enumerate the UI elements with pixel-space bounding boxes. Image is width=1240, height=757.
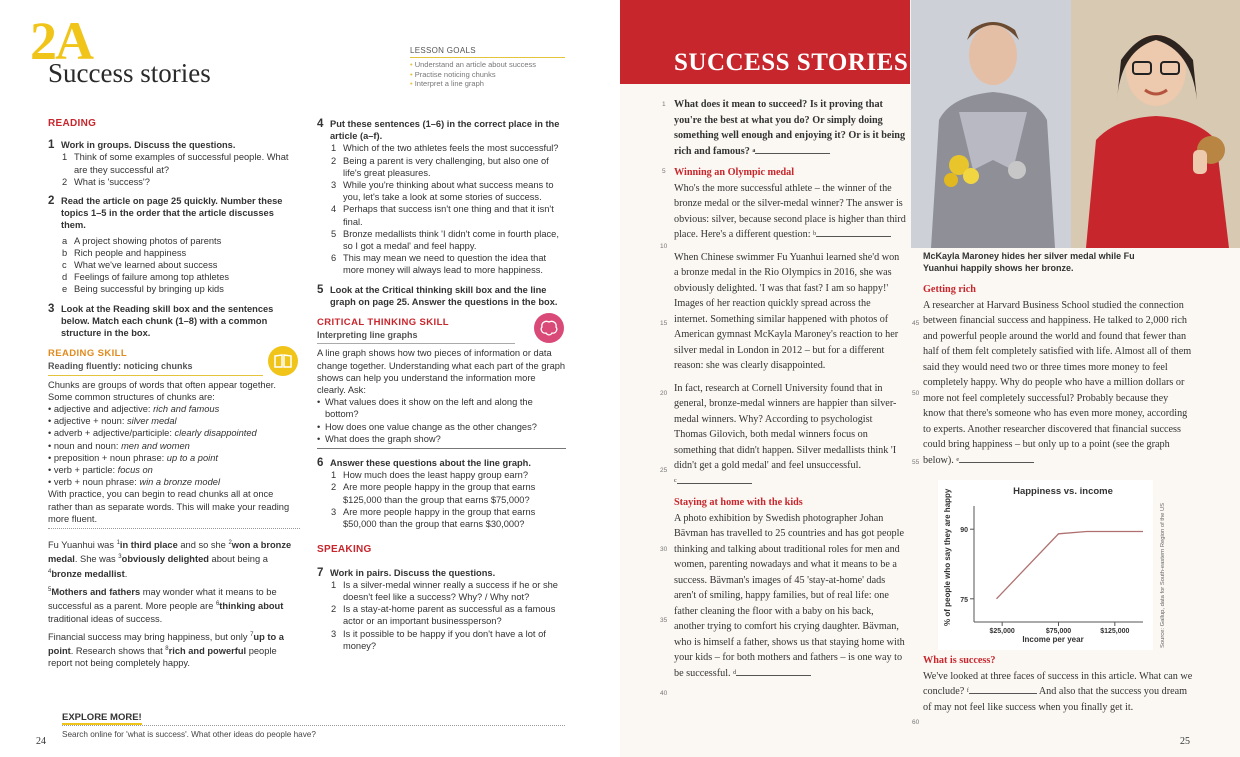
sub-text: Being a parent is very challenging, but also one of life's great pleasures. <box>343 155 549 178</box>
reading-skill-subtitle: Reading fluently: noticing chunks <box>48 361 193 372</box>
chunk-text: rich and powerful <box>168 646 247 657</box>
lesson-goal: • Understand an article about success <box>410 60 536 70</box>
question-text: Work in groups. Discuss the questions. <box>61 140 236 151</box>
chunk-text: bronze medallist <box>51 568 125 579</box>
x-tick-label: $75,000 <box>1045 628 1072 635</box>
chart-ticks <box>960 527 1129 635</box>
paragraph-success <box>923 669 1193 716</box>
page-number-right: 25 <box>1180 736 1190 747</box>
left-column-2 <box>317 118 566 652</box>
question-7 <box>317 567 566 579</box>
sub-text: What we've learned about success <box>74 260 218 271</box>
example-text: about being a <box>208 554 268 565</box>
paragraph-text: We've looked at three faces of success in this article. What can we conclude? <box>923 670 1193 697</box>
question-number: 4 <box>317 118 324 130</box>
sub-item <box>317 628 566 652</box>
sub-num: 6 <box>331 253 337 264</box>
left-column-1 <box>48 118 300 670</box>
divider <box>48 528 300 529</box>
critical-thinking-title: CRITICAL THINKING SKILL <box>317 317 449 329</box>
chunk-number: 7 <box>250 631 254 638</box>
sub-text: Being successful by bringing up kids <box>74 284 224 295</box>
lesson-goals-rule <box>410 57 565 58</box>
sub-num: 1 <box>62 152 68 163</box>
question-number: 7 <box>317 566 324 579</box>
question-2 <box>48 195 300 232</box>
unit-title: Success stories <box>48 58 211 88</box>
example-text: Financial success may bring happiness, but only <box>48 631 251 642</box>
subheading-home: Staying at home with the kids <box>674 497 803 508</box>
sub-item <box>317 142 566 154</box>
bullet-example: focus on <box>117 465 153 476</box>
skill-bullet: • noun and noun: men and women <box>48 440 190 451</box>
critical-bullet: • What values does it show on the left and along the bottom? <box>317 397 533 420</box>
sub-text: Perhaps that success isn't one thing and that it isn't final. <box>343 204 554 227</box>
question-4 <box>317 118 566 142</box>
sub-num: a <box>62 235 68 246</box>
critical-bullet: • How does one value change as the other changes? <box>317 421 537 432</box>
bullet-text: How does one value change as the other changes? <box>325 421 537 432</box>
line-number: 35 <box>660 617 668 624</box>
subheading-rich: Getting rich <box>923 284 976 295</box>
reading-skill-outro: With practice, you can begin to read chunks all at once rather than as separate words. This will make your reading more fluent. <box>48 489 290 524</box>
right-page <box>620 0 1240 757</box>
sub-item <box>317 203 566 227</box>
question-text: Put these sentences (1–6) in the correct place in the article (a–f). <box>330 119 560 142</box>
skill-bullet: • preposition + noun phrase: up to a point <box>48 452 218 463</box>
lesson-goals-list <box>410 60 536 89</box>
subheading-olympic: Winning an Olympic medal <box>674 167 795 178</box>
paragraph-text: And also that the success you dream of may not feel like success when you finally get it. <box>923 686 1188 713</box>
bullet-text: What values does it show on the left and along the bottom? <box>325 397 533 420</box>
chunk-number: 2 <box>228 540 232 547</box>
x-tick-label: $125,000 <box>1100 628 1130 635</box>
line-number: 10 <box>660 243 668 250</box>
chart-svg <box>938 480 1153 650</box>
example-text: Fu Yuanhui was <box>48 540 117 551</box>
question-number: 6 <box>317 457 324 470</box>
explore-rule <box>62 725 565 726</box>
sub-num: 2 <box>62 176 68 187</box>
lesson-goal: • Practise noticing chunks <box>410 70 536 80</box>
line-number: 1 <box>662 101 666 108</box>
chunk-number: 3 <box>118 554 122 561</box>
question-number: 1 <box>48 139 55 152</box>
sub-item <box>317 228 566 252</box>
paragraph-text: A researcher at Harvard Business School studied the connection between financial success and happiness. He talked to 2,000 rich and powerful people around the world and found that fewer than half of them felt completely satisfied with life. Almost all of them said they would need two or three times more money to feel completely happy. Why do people who have a million dollars or more not feel completely successful? Probably because they know that there's someone who has even more money, according to experts. Another researcher discovered that financial success could bring happiness – but only up to a point (see the graph below). <box>923 299 1192 466</box>
sub-item <box>48 235 300 247</box>
x-tick-label: $25,000 <box>989 628 1015 635</box>
sub-num: 1 <box>331 579 337 590</box>
example-text: people report not being completely happy. <box>48 646 277 669</box>
chart-ylabel: % of people who say they are happy <box>943 488 952 626</box>
intro-text: What does it mean to succeed? Is it proving that you're the best at what you do? Or simply doing something well enough and enjoying it? Or is it being rich and famous? <box>674 99 906 157</box>
athletes-photo <box>911 0 1240 248</box>
question-number: 3 <box>48 302 55 315</box>
line-number: 45 <box>912 320 920 327</box>
chunk-text: won a bronze medal <box>48 540 292 565</box>
sub-item <box>48 271 300 283</box>
chunk-number: 8 <box>165 646 169 653</box>
page-number-left: 24 <box>36 736 46 747</box>
bullet-label: preposition + noun phrase: <box>53 452 167 463</box>
example-text: . <box>124 568 128 579</box>
sub-num: 1 <box>331 143 337 154</box>
sub-num: b <box>62 247 68 258</box>
y-tick-label: 90 <box>960 527 968 535</box>
sub-num: 2 <box>331 604 337 615</box>
blank-letter: c <box>674 477 677 484</box>
bullet-label: adjective + noun: <box>53 416 127 427</box>
photo-caption: McKayla Maroney hides her silver medal while Fu Yuanhui happily shows her bronze. <box>923 251 1135 273</box>
bullet-example: silver medal <box>126 416 177 427</box>
series-line <box>997 532 1144 599</box>
paragraph-text: In fact, research at Cornell University found that in general, bronze-medal winners are happier than silver-medal winners. Why? According to psychologist Thomas Gilovich, both medal winners focus on something that didn't happen. Silver medallists think 'I didn't get a gold medal' and feel unsuccessful. <box>674 382 897 471</box>
sub-num: 2 <box>331 482 337 493</box>
chunk-text: thinking about <box>219 601 284 612</box>
question-1 <box>48 139 300 151</box>
answer-blank <box>755 145 830 154</box>
critical-thinking-subtitle: Interpreting line graphs <box>317 330 418 341</box>
line-number: 40 <box>660 690 668 697</box>
question-text: Work in pairs. Discuss the questions. <box>330 567 496 578</box>
brain-icon <box>534 313 564 343</box>
question-text: Read the article on page 25 quickly. Number these topics 1–5 in the order that the article discusses them. <box>61 196 283 231</box>
question-text: Look at the Critical thinking skill box and the line graph on page 25. Answer the questions in the box. <box>330 284 558 307</box>
answer-blank <box>677 475 752 484</box>
sub-text: A project showing photos of parents <box>74 235 222 246</box>
chart-title: Happiness vs. income <box>1013 486 1113 497</box>
skill-bullet: • adverb + adjective/participle: clearly disappointed <box>48 428 257 439</box>
line-number: 5 <box>662 168 666 175</box>
sub-num: 3 <box>331 180 337 191</box>
blank-letter: b <box>813 231 817 237</box>
sub-text: Feelings of failure among top athletes <box>74 272 230 283</box>
sub-text: How much does the least happy group earn? <box>343 470 529 481</box>
sub-text: Which of the two athletes feels the most successful? <box>343 143 559 154</box>
chunk-text: obviously delighted <box>121 554 209 565</box>
paragraph-home <box>674 511 906 682</box>
sub-text: Rich people and happiness <box>74 247 187 258</box>
example-text: and so she <box>177 540 229 551</box>
paragraph-cornell <box>674 381 906 490</box>
question-6 <box>317 457 566 469</box>
bullet-label: verb + noun phrase: <box>53 477 140 488</box>
chunk-number: 6 <box>215 601 220 608</box>
paragraph-text: Who's the more successful athlete – the winner of the bronze medal or the silver-medal winner? The answer is obvious: silver, because second place is higher than third place. Here's a different question: <box>674 182 906 240</box>
sub-item <box>48 283 300 295</box>
chunk-text: Mothers and fathers <box>51 587 141 598</box>
sub-num: 5 <box>331 228 337 239</box>
answer-blank <box>736 667 811 676</box>
line-number: 50 <box>912 390 920 397</box>
critical-thinking-box <box>317 317 566 445</box>
chunk-number: 5 <box>48 586 52 593</box>
athletes-illustration <box>911 0 1240 248</box>
question-3 <box>48 303 300 340</box>
sub-text: What is 'success'? <box>74 176 150 187</box>
sub-item <box>317 603 566 627</box>
chunk-text: in third place <box>119 540 178 551</box>
line-number: 20 <box>660 390 668 397</box>
sub-item <box>317 252 566 276</box>
question-text: Answer these questions about the line graph. <box>330 458 531 469</box>
line-number: 30 <box>660 546 668 553</box>
blank-letter: e <box>956 456 960 463</box>
example-text: traditional ideas of success. <box>48 613 163 624</box>
sub-text: Is a stay-at-home parent as successful as a famous actor or an important businessperson? <box>343 604 556 627</box>
article-column-2 <box>923 282 1193 468</box>
answer-blank <box>966 685 1037 694</box>
sub-item <box>48 247 300 259</box>
chunk-number: 1 <box>116 540 120 547</box>
article-intro <box>674 97 906 159</box>
example-paragraph <box>48 629 300 670</box>
skill-rule <box>317 343 515 344</box>
sub-text: Are more people happy in the group that earns $125,000 than the group that earns $75,000? <box>343 482 536 505</box>
sub-item <box>48 259 300 271</box>
sub-num: c <box>62 260 67 271</box>
sub-item <box>317 179 566 203</box>
chart-source-wrap <box>1160 483 1170 648</box>
speaking-heading: SPEAKING <box>317 544 372 556</box>
skill-bullet: • adjective and adjective: rich and famous <box>48 404 220 415</box>
skill-bullet: • adjective + noun: silver medal <box>48 416 177 427</box>
explore-more-text: Search online for 'what is success'. What other ideas do people have? <box>62 730 316 739</box>
line-number: 55 <box>912 459 920 466</box>
happiness-chart <box>938 480 1153 650</box>
paragraph-text: A photo exhibition by Swedish photographer Johan Bävman has travelled to 25 countries and has got people thinking and talking about traditional roles for men and women, parenting nowadays and what it means to be a success. Bävman's images of 45 'stay-at-home' dads aren't of smiling, happy families, but of real life: one father cleaning the floor with a baby on his back, another trying to comfort his crying daughter. Bävman, who is himself a father, shows us that staying home with your kids – for both mothers and fathers – is one way to be successful. <box>674 512 905 679</box>
bullet-label: verb + particle: <box>53 465 118 476</box>
skill-bullet: • verb + particle: focus on <box>48 465 153 476</box>
sub-num: e <box>62 284 68 295</box>
sub-item <box>317 155 566 179</box>
sub-item <box>317 469 566 481</box>
question-number: 5 <box>317 283 324 296</box>
bullet-label: adjective and adjective: <box>53 404 154 415</box>
chart-source: Source: Gallup, data for South-eastern Region of the US <box>1160 502 1166 648</box>
example-paragraph <box>48 537 300 580</box>
question-number: 2 <box>48 195 55 208</box>
y-tick-label: 75 <box>960 596 968 604</box>
sub-item <box>48 176 300 188</box>
sub-item <box>317 579 566 603</box>
line-number: 25 <box>660 467 668 474</box>
question-text: Look at the Reading skill box and the sentences below. Match each chunk (1–8) with a common structure in the box. <box>61 303 274 339</box>
reading-skill-box <box>48 348 300 525</box>
paragraph-chinese-swimmer: When Chinese swimmer Fu Yuanhui learned she'd won a bronze medal in the Rio Olympics in 2016, she was obviously delighted. 'I was that fast? I am so happy!' Images of her reaction quickly spread across the internet. Something similar happened with photos of American gymnast McKayla Maroney's reaction to her silver medal in London in 2012 – but for a different reason: she was clearly disappointed. <box>674 251 900 371</box>
paragraph-rich <box>923 298 1193 469</box>
reading-skill-title: READING SKILL <box>48 348 128 360</box>
bullet-example: clearly disappointed <box>174 428 257 439</box>
sub-num: 3 <box>331 628 337 639</box>
blank-letter: a <box>752 147 756 154</box>
example-text: . She was <box>74 554 119 565</box>
sub-text: Bronze medallists think 'I didn't come in fourth place, so I got a medal' and feel happy. <box>343 228 559 252</box>
paragraph-olympic <box>674 181 906 243</box>
sub-num: 2 <box>331 155 337 166</box>
skill-bullet: • verb + noun phrase: win a bronze model <box>48 477 221 488</box>
sub-text: This may mean we need to question the idea that more money will always lead to more happiness. <box>343 253 547 276</box>
lesson-goal: • Interpret a line graph <box>410 79 536 89</box>
sub-item <box>48 151 300 175</box>
bullet-example: up to a point <box>166 452 218 463</box>
sub-text: Think of some examples of successful people. What are they successful at? <box>74 152 289 175</box>
example-text: . Research shows that <box>70 646 166 657</box>
bullet-label: adverb + adjective/participle: <box>53 428 175 439</box>
article-column-2-end <box>923 653 1193 715</box>
sub-text: Is a silver-medal winner really a success if he or she doesn't feel like a success? Why? / Why not? <box>343 579 558 602</box>
line-number: 15 <box>660 320 668 327</box>
blank-letter: d <box>733 669 737 676</box>
critical-intro: A line graph shows how two pieces of information or data change together. Understanding what each part of the graph shows can help you understand the information more clearly. Ask: <box>317 348 566 396</box>
reading-skill-intro: Chunks are groups of words that often appear together. Some common structures of chunks are: <box>48 379 276 402</box>
sub-num: d <box>62 272 68 283</box>
article-column-1 <box>674 97 906 681</box>
sub-text: Is it possible to be happy if you don't have a lot of money? <box>343 628 546 651</box>
bullet-example: men and women <box>121 440 190 451</box>
chunk-number: 4 <box>48 568 52 575</box>
sub-num: 3 <box>331 506 337 517</box>
answer-blank <box>959 454 1034 463</box>
bullet-label: noun and noun: <box>53 440 122 451</box>
example-paragraph <box>48 584 300 625</box>
divider <box>317 448 566 449</box>
article-title: SUCCESS STORIES <box>674 49 909 76</box>
bullet-text: What does the graph show? <box>325 433 441 444</box>
sub-item <box>317 506 566 530</box>
blank-letter: f <box>966 688 969 694</box>
chunk-text: up to a point <box>48 631 284 657</box>
answer-blank <box>816 228 891 237</box>
line-number: 60 <box>912 719 920 726</box>
skill-rule <box>48 375 263 376</box>
sub-item <box>317 481 566 505</box>
subheading-success: What is success? <box>923 655 996 666</box>
sub-text: Are more people happy in the group that earns $50,000 than the group that earns $30,000? <box>343 506 536 530</box>
critical-bullet: • What does the graph show? <box>317 433 441 444</box>
reading-heading: READING <box>48 118 97 129</box>
lesson-goals-heading: LESSON GOALS <box>410 46 476 55</box>
sub-num: 4 <box>331 204 337 215</box>
sub-num: 1 <box>331 470 337 481</box>
sub-text: While you're thinking about what success means to you, let's take a look at some stories of success. <box>343 180 554 203</box>
chart-xlabel: Income per year <box>1022 635 1084 644</box>
explore-more-heading: EXPLORE MORE! <box>62 712 142 723</box>
bullet-example: win a bronze model <box>139 477 221 488</box>
bullet-example: rich and famous <box>153 404 220 415</box>
question-5 <box>317 284 566 308</box>
unit-number: 2A <box>30 11 92 71</box>
example-text: may wonder what it means to be successful as a parent. More people are <box>48 587 277 612</box>
